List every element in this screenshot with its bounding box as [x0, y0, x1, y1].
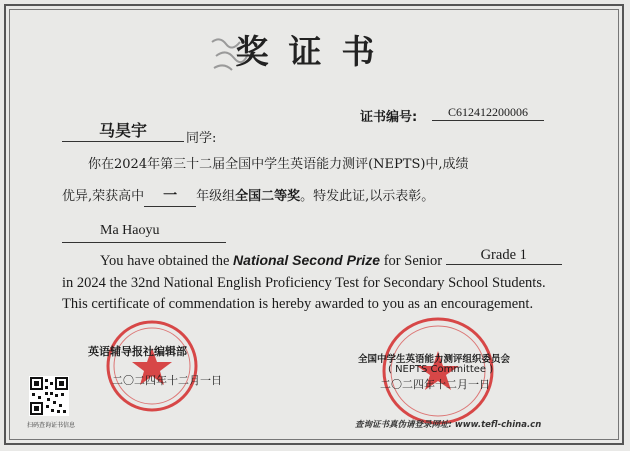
cert-number-value: C612412200006 [432, 105, 544, 121]
cn-award: 全国二等奖 [235, 189, 301, 204]
verification-footer: 查询证书真伪请登录网址: www.tefl-china.cn [355, 420, 542, 430]
greeting-suffix: 同学: [186, 131, 217, 146]
student-name-cn: 马昊宇 [62, 118, 184, 142]
en-line1-part-a: You have obtained the [100, 253, 234, 269]
date-right: 二〇二四年十二月一日 [380, 378, 490, 391]
student-name-en: Ma Haoyu [62, 220, 226, 243]
qr-code-icon[interactable] [29, 376, 69, 416]
cert-number-label: 证书编号: [360, 110, 418, 125]
cn-body-line2 [62, 186, 582, 207]
en-body-line2: in 2024 the 32nd National English Proficiency Test for Secondary School Students. [62, 275, 546, 291]
en-body-line3: This certificate of commendation is hereby awarded to you as an encouragement. [62, 296, 534, 312]
en-line1-part-b: for Senior [380, 253, 443, 269]
issuer-left: 英语辅导报社编辑部 [88, 345, 187, 358]
seal-left-stamp [104, 318, 200, 414]
cn-line2-part-a: 优异,荣获高中 [62, 189, 145, 204]
certificate-title: 奖证书 [235, 32, 395, 71]
en-body-line1 [100, 247, 562, 271]
cn-body-line1: 你在2024年第三十二届全国中学生英语能力测评(NEPTS)中,成绩 [88, 157, 469, 172]
issuer-right: 全国中学生英语能力测评组织委员会 [358, 354, 511, 365]
qr-label: 扫码查询证书信息 [27, 422, 76, 429]
cn-line2-part-c: 。特发此证,以示表彰。 [300, 189, 435, 204]
en-prize: National Second Prize [233, 252, 381, 268]
date-left: 二〇二四年十二月一日 [112, 374, 222, 387]
en-grade: Grade 1 [446, 247, 562, 265]
cn-grade: 一 [144, 186, 196, 207]
cn-line2-part-b: 年级组 [196, 189, 236, 204]
issuer-right-en: ( NEPTS Committee ) [388, 364, 494, 375]
